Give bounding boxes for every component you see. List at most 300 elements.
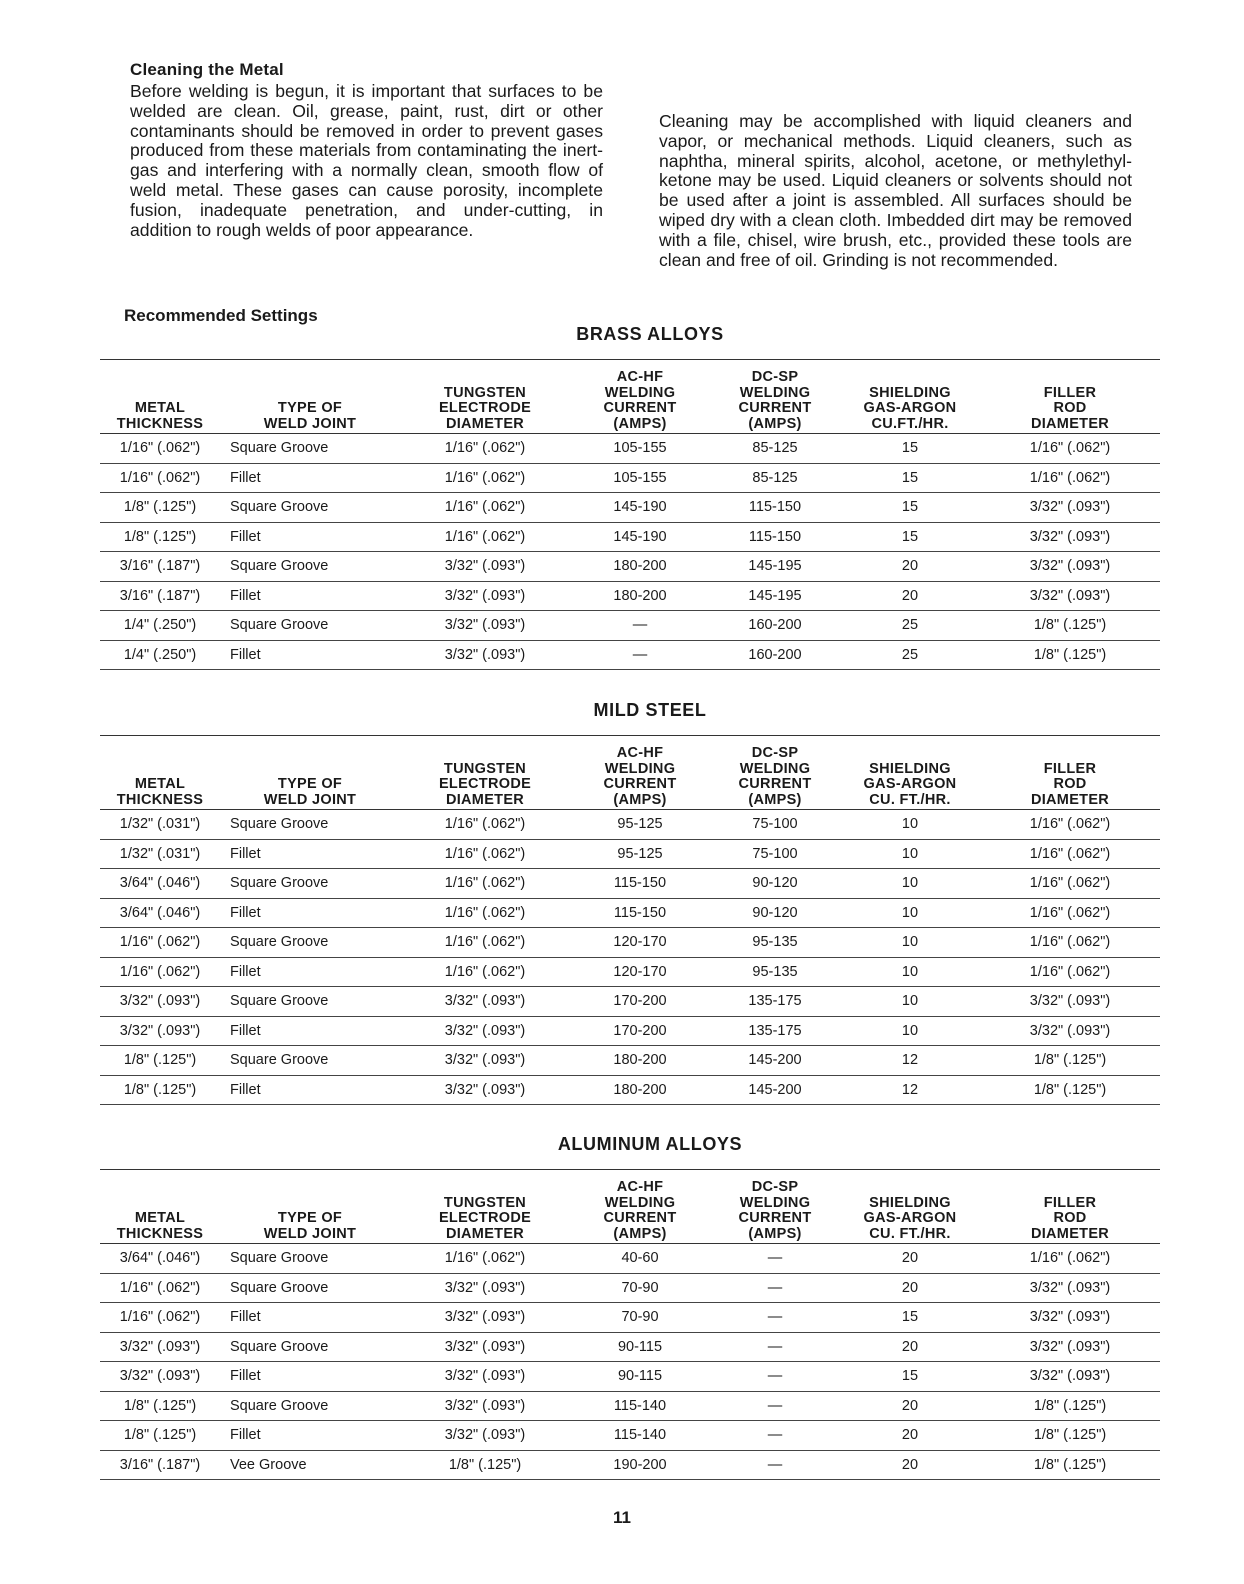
cell-dc-sp-current: — [710, 1391, 840, 1421]
cell-filler-rod: 1/8" (.125") [980, 611, 1160, 641]
cell-filler-rod: 3/32" (.093") [980, 1016, 1160, 1046]
table-row [100, 898, 1160, 928]
cell-shielding-gas: 15 [840, 493, 980, 523]
section-title: BRASS ALLOYS [576, 324, 724, 344]
cell-tungsten-diameter: 3/32" (.093") [400, 1273, 570, 1303]
cell-shielding-gas: 10 [840, 810, 980, 840]
page-number: 11 [613, 1508, 631, 1527]
cell-ac-hf-current: — [570, 640, 710, 670]
header-line: METAL [134, 400, 186, 416]
header-line: METAL [134, 776, 186, 792]
cell-filler-rod: 3/32" (.093") [980, 1362, 1160, 1392]
cell-weld-joint: Square Groove [220, 1391, 400, 1421]
header-tungsten-diameter [400, 736, 570, 810]
cell-ac-hf-current: 180-200 [570, 1046, 710, 1076]
cell-shielding-gas: 25 [840, 611, 980, 641]
cell-weld-joint: Fillet [220, 640, 400, 670]
cell-ac-hf-current: 145-190 [570, 493, 710, 523]
cell-ac-hf-current: 90-115 [570, 1332, 710, 1362]
header-line: (AMPS) [613, 791, 667, 808]
cell-shielding-gas: 10 [840, 869, 980, 899]
table-row [100, 1303, 1160, 1333]
cell-tungsten-diameter: 1/16" (.062") [400, 493, 570, 523]
cell-dc-sp-current: 160-200 [710, 611, 840, 641]
header-line: DIAMETER [1030, 791, 1110, 808]
table-row [100, 810, 1160, 840]
cell-metal-thickness: 3/32" (.093") [100, 1332, 220, 1362]
cell-tungsten-diameter: 1/16" (.062") [400, 957, 570, 987]
cell-shielding-gas: 15 [840, 1303, 980, 1333]
cell-tungsten-diameter: 1/16" (.062") [400, 1244, 570, 1274]
cell-shielding-gas: 25 [840, 640, 980, 670]
header-line: AC-HF [616, 1179, 664, 1195]
header-filler-rod [980, 1170, 1160, 1244]
header-metal-thickness [100, 360, 220, 434]
table-row [100, 1450, 1160, 1480]
cell-filler-rod: 3/32" (.093") [980, 1273, 1160, 1303]
table-row [100, 869, 1160, 899]
cell-shielding-gas: 10 [840, 898, 980, 928]
header-dc-sp-current [710, 1170, 840, 1244]
cell-weld-joint: Fillet [220, 1421, 400, 1451]
header-ac-hf-current [570, 1170, 710, 1244]
header-line: CU. FT./HR. [869, 791, 951, 808]
cell-filler-rod: 1/8" (.125") [980, 1046, 1160, 1076]
cell-dc-sp-current: 95-135 [710, 928, 840, 958]
header-line: WELDING [739, 384, 811, 401]
cell-ac-hf-current: 180-200 [570, 581, 710, 611]
cell-ac-hf-current: 170-200 [570, 987, 710, 1017]
table-row [100, 987, 1160, 1017]
cell-dc-sp-current: 85-125 [710, 434, 840, 464]
section-title: MILD STEEL [593, 700, 707, 720]
header-row [100, 736, 1160, 810]
cell-metal-thickness: 3/64" (.046") [100, 898, 220, 928]
cell-filler-rod: 1/16" (.062") [980, 1244, 1160, 1274]
header-line: AC-HF [616, 745, 664, 761]
header-line: ELECTRODE [438, 400, 532, 416]
cell-weld-joint: Square Groove [220, 1332, 400, 1362]
header-row [100, 360, 1160, 434]
cell-filler-rod: 1/8" (.125") [980, 640, 1160, 670]
header-line: TYPE OF [277, 776, 343, 792]
header-line: DIAMETER [1030, 415, 1110, 432]
cell-metal-thickness: 1/16" (.062") [100, 434, 220, 464]
cell-dc-sp-current: 145-195 [710, 552, 840, 582]
header-line: WELDING [739, 760, 811, 777]
cell-filler-rod: 1/8" (.125") [980, 1421, 1160, 1451]
cell-shielding-gas: 10 [840, 957, 980, 987]
cell-metal-thickness: 1/8" (.125") [100, 522, 220, 552]
cell-shielding-gas: 10 [840, 1016, 980, 1046]
cell-filler-rod: 1/16" (.062") [980, 957, 1160, 987]
cell-weld-joint: Square Groove [220, 1273, 400, 1303]
header-line: THICKNESS [116, 791, 204, 808]
cell-metal-thickness: 1/8" (.125") [100, 1391, 220, 1421]
cell-shielding-gas: 12 [840, 1075, 980, 1105]
cell-ac-hf-current: 105-155 [570, 463, 710, 493]
cell-ac-hf-current: 120-170 [570, 957, 710, 987]
cell-dc-sp-current: 90-120 [710, 898, 840, 928]
cell-dc-sp-current: 115-150 [710, 522, 840, 552]
cell-metal-thickness: 1/8" (.125") [100, 1046, 220, 1076]
cell-tungsten-diameter: 1/16" (.062") [400, 522, 570, 552]
cleaning-left-paragraph: Before welding is begun, it is important that surfaces to be welded are clean. Oil, grease, paint, rust, dirt or other contaminants should be removed in order to prevent gases produced from these materials from contaminating the inert-gas and interfering with a normally clean, smooth flow of weld metal. These gases can cause porosity, incomplete fusion, inadequate penetration, and under-cutting, in addition to rough welds of poor appearance. [130, 81, 603, 240]
cell-tungsten-diameter: 3/32" (.093") [400, 1303, 570, 1333]
cell-ac-hf-current: 120-170 [570, 928, 710, 958]
header-line: CURRENT [738, 776, 812, 792]
cell-shielding-gas: 15 [840, 1362, 980, 1392]
cell-tungsten-diameter: 3/32" (.093") [400, 987, 570, 1017]
cell-tungsten-diameter: 1/16" (.062") [400, 839, 570, 869]
cell-filler-rod: 3/32" (.093") [980, 493, 1160, 523]
header-line: CURRENT [738, 1210, 812, 1226]
cell-filler-rod: 1/16" (.062") [980, 839, 1160, 869]
cell-metal-thickness: 3/16" (.187") [100, 1450, 220, 1480]
cell-tungsten-diameter: 1/16" (.062") [400, 463, 570, 493]
table-row [100, 611, 1160, 641]
header-line: TYPE OF [277, 1210, 343, 1226]
cell-weld-joint: Square Groove [220, 611, 400, 641]
cell-metal-thickness: 3/32" (.093") [100, 987, 220, 1017]
header-line: (AMPS) [748, 1225, 802, 1242]
header-line: WELDING [739, 1194, 811, 1211]
header-line: WELD JOINT [263, 1225, 357, 1242]
header-line: FILLER [1043, 1194, 1097, 1211]
header-metal-thickness [100, 736, 220, 810]
header-weld-joint [220, 360, 400, 434]
header-line: METAL [134, 1210, 186, 1226]
header-line: (AMPS) [613, 415, 667, 432]
cell-filler-rod: 3/32" (.093") [980, 1332, 1160, 1362]
header-row [100, 1170, 1160, 1244]
cell-weld-joint: Fillet [220, 581, 400, 611]
header-line: TYPE OF [277, 400, 343, 416]
header-line: WELD JOINT [263, 415, 357, 432]
header-line: DIAMETER [445, 791, 525, 808]
header-shielding-gas [840, 1170, 980, 1244]
cell-ac-hf-current: 115-150 [570, 869, 710, 899]
cell-tungsten-diameter: 1/8" (.125") [400, 1450, 570, 1480]
cell-metal-thickness: 1/4" (.250") [100, 611, 220, 641]
brass-alloys-section [100, 324, 1160, 670]
cell-filler-rod: 3/32" (.093") [980, 581, 1160, 611]
cell-dc-sp-current: 145-200 [710, 1075, 840, 1105]
cell-weld-joint: Fillet [220, 1362, 400, 1392]
cell-ac-hf-current: 115-140 [570, 1391, 710, 1421]
cell-metal-thickness: 1/4" (.250") [100, 640, 220, 670]
header-dc-sp-current [710, 736, 840, 810]
header-line: DC-SP [751, 369, 799, 385]
header-line: (AMPS) [613, 1225, 667, 1242]
cell-ac-hf-current: 70-90 [570, 1303, 710, 1333]
cell-filler-rod: 1/16" (.062") [980, 898, 1160, 928]
cell-tungsten-diameter: 1/16" (.062") [400, 434, 570, 464]
header-filler-rod [980, 736, 1160, 810]
cell-dc-sp-current: 90-120 [710, 869, 840, 899]
header-line: DC-SP [751, 745, 799, 761]
header-line: WELDING [604, 1194, 676, 1211]
header-line: GAS-ARGON [863, 776, 957, 792]
cell-tungsten-diameter: 1/16" (.062") [400, 928, 570, 958]
header-line: ROD [1053, 1210, 1087, 1226]
cell-filler-rod: 3/32" (.093") [980, 522, 1160, 552]
header-shielding-gas [840, 360, 980, 434]
header-line: AC-HF [616, 369, 664, 385]
header-line: CURRENT [738, 400, 812, 416]
header-line: THICKNESS [116, 1225, 204, 1242]
cell-shielding-gas: 15 [840, 463, 980, 493]
header-line: (AMPS) [748, 415, 802, 432]
header-line: DC-SP [751, 1179, 799, 1195]
header-line: CURRENT [603, 400, 677, 416]
cell-shielding-gas: 15 [840, 522, 980, 552]
cell-ac-hf-current: 180-200 [570, 552, 710, 582]
cell-metal-thickness: 1/8" (.125") [100, 1421, 220, 1451]
cell-ac-hf-current: 70-90 [570, 1273, 710, 1303]
cell-shielding-gas: 20 [840, 1421, 980, 1451]
header-line: CU.FT./HR. [871, 415, 949, 432]
cell-tungsten-diameter: 1/16" (.062") [400, 898, 570, 928]
cell-filler-rod: 1/8" (.125") [980, 1450, 1160, 1480]
cell-shielding-gas: 20 [840, 1244, 980, 1274]
header-ac-hf-current [570, 736, 710, 810]
cell-ac-hf-current: 115-150 [570, 898, 710, 928]
cell-dc-sp-current: 115-150 [710, 493, 840, 523]
header-line: ROD [1053, 776, 1087, 792]
cell-dc-sp-current: — [710, 1303, 840, 1333]
cleaning-title: Cleaning the Metal [130, 60, 284, 79]
cell-filler-rod: 1/16" (.062") [980, 928, 1160, 958]
cell-ac-hf-current: 170-200 [570, 1016, 710, 1046]
cell-tungsten-diameter: 3/32" (.093") [400, 1332, 570, 1362]
cell-dc-sp-current: — [710, 1421, 840, 1451]
header-line: CU. FT./HR. [869, 1225, 951, 1242]
section-title: ALUMINUM ALLOYS [557, 1134, 743, 1154]
mild-steel-section [100, 700, 1160, 1105]
header-line: ELECTRODE [438, 1210, 532, 1226]
cell-dc-sp-current: — [710, 1332, 840, 1362]
cell-tungsten-diameter: 3/32" (.093") [400, 1421, 570, 1451]
mild-steel-table [100, 735, 1160, 1105]
header-line: FILLER [1043, 760, 1097, 777]
cell-filler-rod: 3/32" (.093") [980, 987, 1160, 1017]
cell-ac-hf-current: 40-60 [570, 1244, 710, 1274]
cell-filler-rod: 3/32" (.093") [980, 552, 1160, 582]
recommended-settings-title: Recommended Settings [124, 306, 318, 325]
table-row [100, 1391, 1160, 1421]
cell-ac-hf-current: — [570, 611, 710, 641]
header-line: GAS-ARGON [863, 1210, 957, 1226]
cell-weld-joint: Square Groove [220, 928, 400, 958]
cell-dc-sp-current: 135-175 [710, 987, 840, 1017]
header-line: ROD [1053, 400, 1087, 416]
header-metal-thickness [100, 1170, 220, 1244]
cell-weld-joint: Fillet [220, 1075, 400, 1105]
aluminum-alloys-table [100, 1169, 1160, 1480]
cell-weld-joint: Fillet [220, 522, 400, 552]
cell-ac-hf-current: 180-200 [570, 1075, 710, 1105]
table-row [100, 1046, 1160, 1076]
cell-ac-hf-current: 95-125 [570, 810, 710, 840]
cell-metal-thickness: 1/16" (.062") [100, 1303, 220, 1333]
cell-weld-joint: Square Groove [220, 1046, 400, 1076]
table-row [100, 957, 1160, 987]
table-row [100, 581, 1160, 611]
cell-tungsten-diameter: 3/32" (.093") [400, 1046, 570, 1076]
table-row [100, 434, 1160, 464]
table-row [100, 1332, 1160, 1362]
cell-ac-hf-current: 95-125 [570, 839, 710, 869]
table-row [100, 640, 1160, 670]
cell-shielding-gas: 12 [840, 1046, 980, 1076]
cell-metal-thickness: 1/16" (.062") [100, 463, 220, 493]
table-row [100, 493, 1160, 523]
cell-shielding-gas: 20 [840, 1450, 980, 1480]
table-row [100, 1016, 1160, 1046]
cell-dc-sp-current: — [710, 1273, 840, 1303]
header-line: SHIELDING [869, 384, 951, 401]
cell-filler-rod: 1/16" (.062") [980, 810, 1160, 840]
cell-weld-joint: Square Groove [220, 434, 400, 464]
cell-dc-sp-current: 160-200 [710, 640, 840, 670]
cell-tungsten-diameter: 1/16" (.062") [400, 810, 570, 840]
cell-weld-joint: Vee Groove [220, 1450, 400, 1480]
header-line: TUNGSTEN [443, 760, 527, 777]
header-line: GAS-ARGON [863, 400, 957, 416]
cell-dc-sp-current: — [710, 1244, 840, 1274]
cell-ac-hf-current: 105-155 [570, 434, 710, 464]
cell-shielding-gas: 15 [840, 434, 980, 464]
cell-weld-joint: Square Groove [220, 987, 400, 1017]
cell-filler-rod: 1/16" (.062") [980, 463, 1160, 493]
cell-shielding-gas: 20 [840, 1332, 980, 1362]
cell-metal-thickness: 1/8" (.125") [100, 1075, 220, 1105]
header-weld-joint [220, 1170, 400, 1244]
cell-dc-sp-current: — [710, 1362, 840, 1392]
cell-weld-joint: Fillet [220, 898, 400, 928]
cell-ac-hf-current: 145-190 [570, 522, 710, 552]
header-line: SHIELDING [869, 760, 951, 777]
cell-shielding-gas: 10 [840, 928, 980, 958]
cell-tungsten-diameter: 3/32" (.093") [400, 1391, 570, 1421]
cell-dc-sp-current: — [710, 1450, 840, 1480]
table-row [100, 1244, 1160, 1274]
cell-dc-sp-current: 75-100 [710, 810, 840, 840]
cell-dc-sp-current: 135-175 [710, 1016, 840, 1046]
cell-weld-joint: Fillet [220, 1016, 400, 1046]
cell-tungsten-diameter: 3/32" (.093") [400, 552, 570, 582]
brass-alloys-table [100, 359, 1160, 670]
cell-filler-rod: 1/16" (.062") [980, 434, 1160, 464]
cell-metal-thickness: 1/8" (.125") [100, 493, 220, 523]
cell-tungsten-diameter: 3/32" (.093") [400, 611, 570, 641]
cell-shielding-gas: 10 [840, 987, 980, 1017]
cell-weld-joint: Square Groove [220, 552, 400, 582]
table-row [100, 463, 1160, 493]
cell-ac-hf-current: 90-115 [570, 1362, 710, 1392]
cell-metal-thickness: 3/16" (.187") [100, 581, 220, 611]
table-row [100, 552, 1160, 582]
header-line: WELDING [604, 760, 676, 777]
table-row [100, 1362, 1160, 1392]
header-line: ELECTRODE [438, 776, 532, 792]
aluminum-alloys-section [100, 1134, 1160, 1480]
header-weld-joint [220, 736, 400, 810]
cell-tungsten-diameter: 3/32" (.093") [400, 581, 570, 611]
cell-ac-hf-current: 190-200 [570, 1450, 710, 1480]
cell-shielding-gas: 20 [840, 552, 980, 582]
header-line: WELDING [604, 384, 676, 401]
header-tungsten-diameter [400, 360, 570, 434]
cell-weld-joint: Square Groove [220, 1244, 400, 1274]
cell-shielding-gas: 10 [840, 839, 980, 869]
cell-tungsten-diameter: 3/32" (.093") [400, 1075, 570, 1105]
header-line: SHIELDING [869, 1194, 951, 1211]
cell-weld-joint: Square Groove [220, 869, 400, 899]
header-line: TUNGSTEN [443, 1194, 527, 1211]
cell-weld-joint: Square Groove [220, 493, 400, 523]
table-row [100, 928, 1160, 958]
cell-ac-hf-current: 115-140 [570, 1421, 710, 1451]
cell-filler-rod: 1/8" (.125") [980, 1075, 1160, 1105]
cell-tungsten-diameter: 3/32" (.093") [400, 640, 570, 670]
header-line: DIAMETER [1030, 1225, 1110, 1242]
cell-metal-thickness: 3/32" (.093") [100, 1016, 220, 1046]
cell-weld-joint: Square Groove [220, 810, 400, 840]
cell-shielding-gas: 20 [840, 1273, 980, 1303]
cell-weld-joint: Fillet [220, 1303, 400, 1333]
table-row [100, 1273, 1160, 1303]
header-line: (AMPS) [748, 791, 802, 808]
header-tungsten-diameter [400, 1170, 570, 1244]
table-row [100, 1421, 1160, 1451]
header-ac-hf-current [570, 360, 710, 434]
cell-filler-rod: 1/8" (.125") [980, 1391, 1160, 1421]
cell-dc-sp-current: 85-125 [710, 463, 840, 493]
table-row [100, 522, 1160, 552]
cell-metal-thickness: 1/32" (.031") [100, 810, 220, 840]
cell-dc-sp-current: 95-135 [710, 957, 840, 987]
header-line: WELD JOINT [263, 791, 357, 808]
cleaning-section [130, 60, 1140, 270]
cell-metal-thickness: 1/16" (.062") [100, 957, 220, 987]
header-shielding-gas [840, 736, 980, 810]
cell-weld-joint: Fillet [220, 957, 400, 987]
header-dc-sp-current [710, 360, 840, 434]
header-line: CURRENT [603, 1210, 677, 1226]
cell-weld-joint: Fillet [220, 839, 400, 869]
cell-shielding-gas: 20 [840, 581, 980, 611]
table-row [100, 839, 1160, 869]
cell-shielding-gas: 20 [840, 1391, 980, 1421]
table-row [100, 1075, 1160, 1105]
header-line: TUNGSTEN [443, 384, 527, 401]
cell-weld-joint: Fillet [220, 463, 400, 493]
header-filler-rod [980, 360, 1160, 434]
header-line: CURRENT [603, 776, 677, 792]
cell-dc-sp-current: 75-100 [710, 839, 840, 869]
cell-dc-sp-current: 145-200 [710, 1046, 840, 1076]
cell-tungsten-diameter: 3/32" (.093") [400, 1016, 570, 1046]
cell-metal-thickness: 3/64" (.046") [100, 1244, 220, 1274]
cell-metal-thickness: 3/64" (.046") [100, 869, 220, 899]
cell-metal-thickness: 1/16" (.062") [100, 928, 220, 958]
cell-metal-thickness: 3/16" (.187") [100, 552, 220, 582]
cell-metal-thickness: 1/32" (.031") [100, 839, 220, 869]
cell-dc-sp-current: 145-195 [710, 581, 840, 611]
header-line: DIAMETER [445, 415, 525, 432]
